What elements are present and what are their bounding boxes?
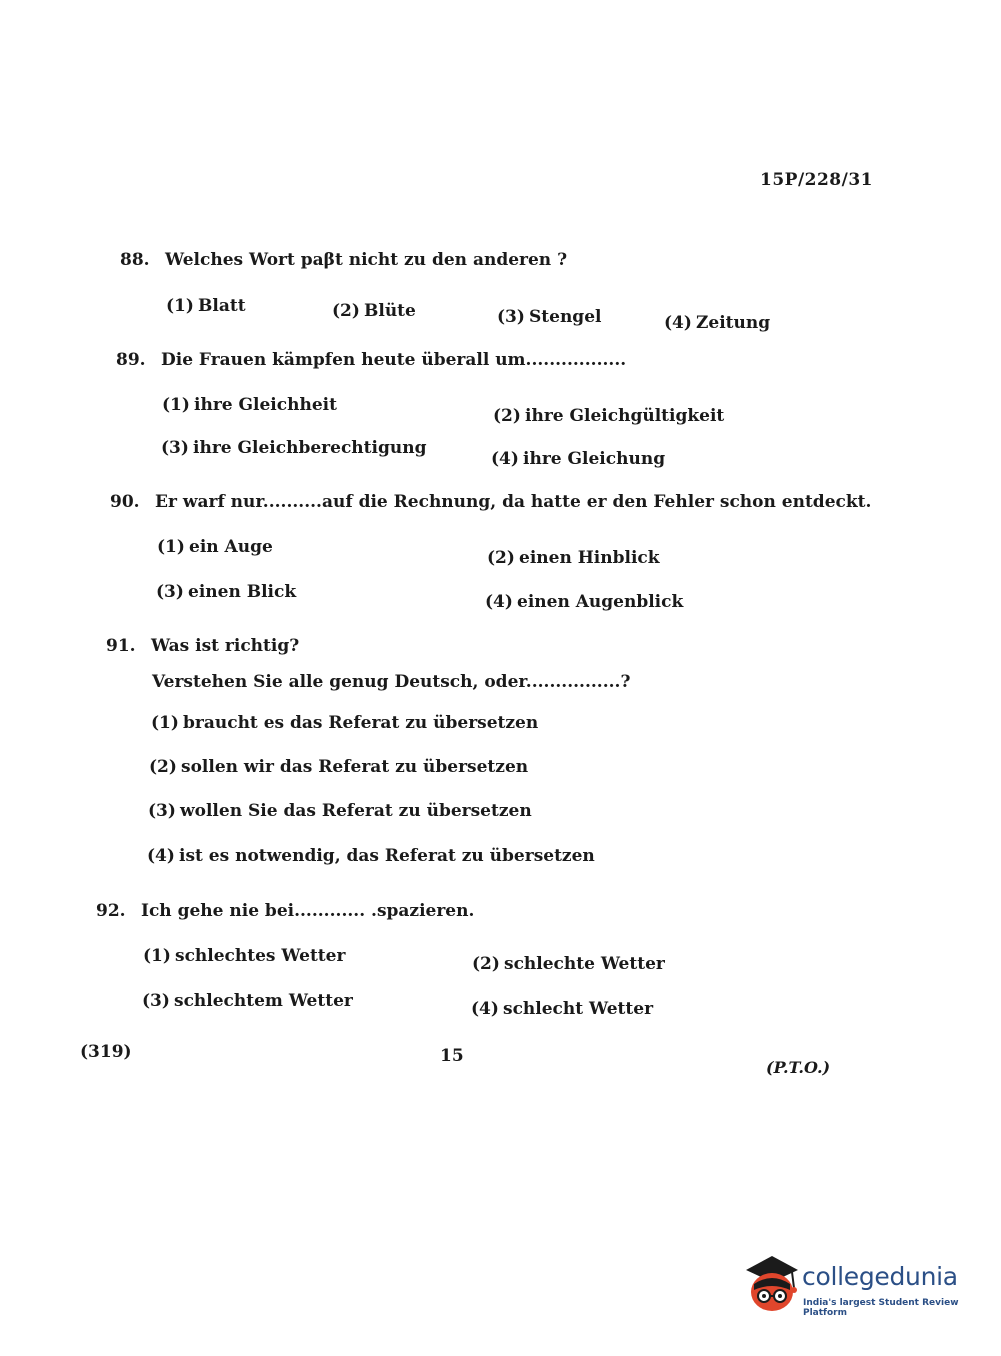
option-89-1: (1) ihre Gleichheit (162, 395, 337, 415)
option-91-4: (4) ist es notwendig, das Referat zu übersetzen (147, 846, 595, 866)
option-90-3: (3) einen Blick (156, 582, 297, 602)
option-92-3: (3) schlechtem Wetter (142, 991, 353, 1011)
option-88-3: (3) Stengel (497, 307, 602, 327)
question-number: 90. (110, 492, 140, 512)
page-number: 15 (440, 1046, 464, 1066)
option-89-4: (4) ihre Gleichung (491, 449, 666, 469)
question-text: Er warf nur..........auf die Rechnung, da hatte er den Fehler schon entdeckt. (155, 492, 872, 512)
question-91-subtext: Verstehen Sie alle genug Deutsch, oder................? (152, 672, 631, 692)
option-92-4: (4) schlecht Wetter (471, 999, 654, 1019)
question-number: 91. (106, 636, 136, 656)
question-text: Die Frauen kämpfen heute überall um................. (161, 350, 627, 370)
question-number: 89. (116, 350, 146, 370)
option-88-4: (4) Zeitung (664, 313, 771, 333)
option-90-2: (2) einen Hinblick (487, 548, 660, 568)
paper-code: 15P/228/31 (760, 170, 874, 190)
question-number: 88. (120, 250, 150, 270)
footer-code: (319) (80, 1042, 132, 1062)
option-90-4: (4) einen Augenblick (485, 592, 684, 612)
option-88-1: (1) Blatt (166, 296, 246, 316)
logo-name: collegedunia (802, 1262, 958, 1291)
option-90-1: (1) ein Auge (157, 537, 273, 557)
option-88-2: (2) Blüte (332, 301, 416, 321)
option-91-2: (2) sollen wir das Referat zu übersetzen (149, 757, 529, 777)
question-89 (116, 350, 626, 370)
question-number: 92. (96, 901, 126, 921)
option-89-2: (2) ihre Gleichgültigkeit (493, 406, 725, 426)
question-text: Ich gehe nie bei............ .spazieren. (141, 901, 475, 921)
question-text: Welches Wort paβt nicht zu den anderen ? (165, 250, 568, 270)
question-92 (96, 901, 474, 921)
question-88 (120, 250, 567, 270)
option-89-3: (3) ihre Gleichberechtigung (161, 438, 427, 458)
option-92-2: (2) schlechte Wetter (472, 954, 665, 974)
pto-label: (P.T.O.) (766, 1058, 831, 1077)
question-90 (110, 492, 871, 512)
option-91-1: (1) braucht es das Referat zu übersetzen (151, 713, 539, 733)
question-text: Was ist richtig? (151, 636, 300, 656)
option-92-1: (1) schlechtes Wetter (143, 946, 346, 966)
mascot-icon (742, 1248, 802, 1318)
question-91 (106, 636, 299, 656)
option-91-3: (3) wollen Sie das Referat zu übersetzen (148, 801, 532, 821)
logo-tagline: India's largest Student Review Platform (803, 1298, 959, 1318)
collegedunia-logo (742, 1248, 972, 1318)
